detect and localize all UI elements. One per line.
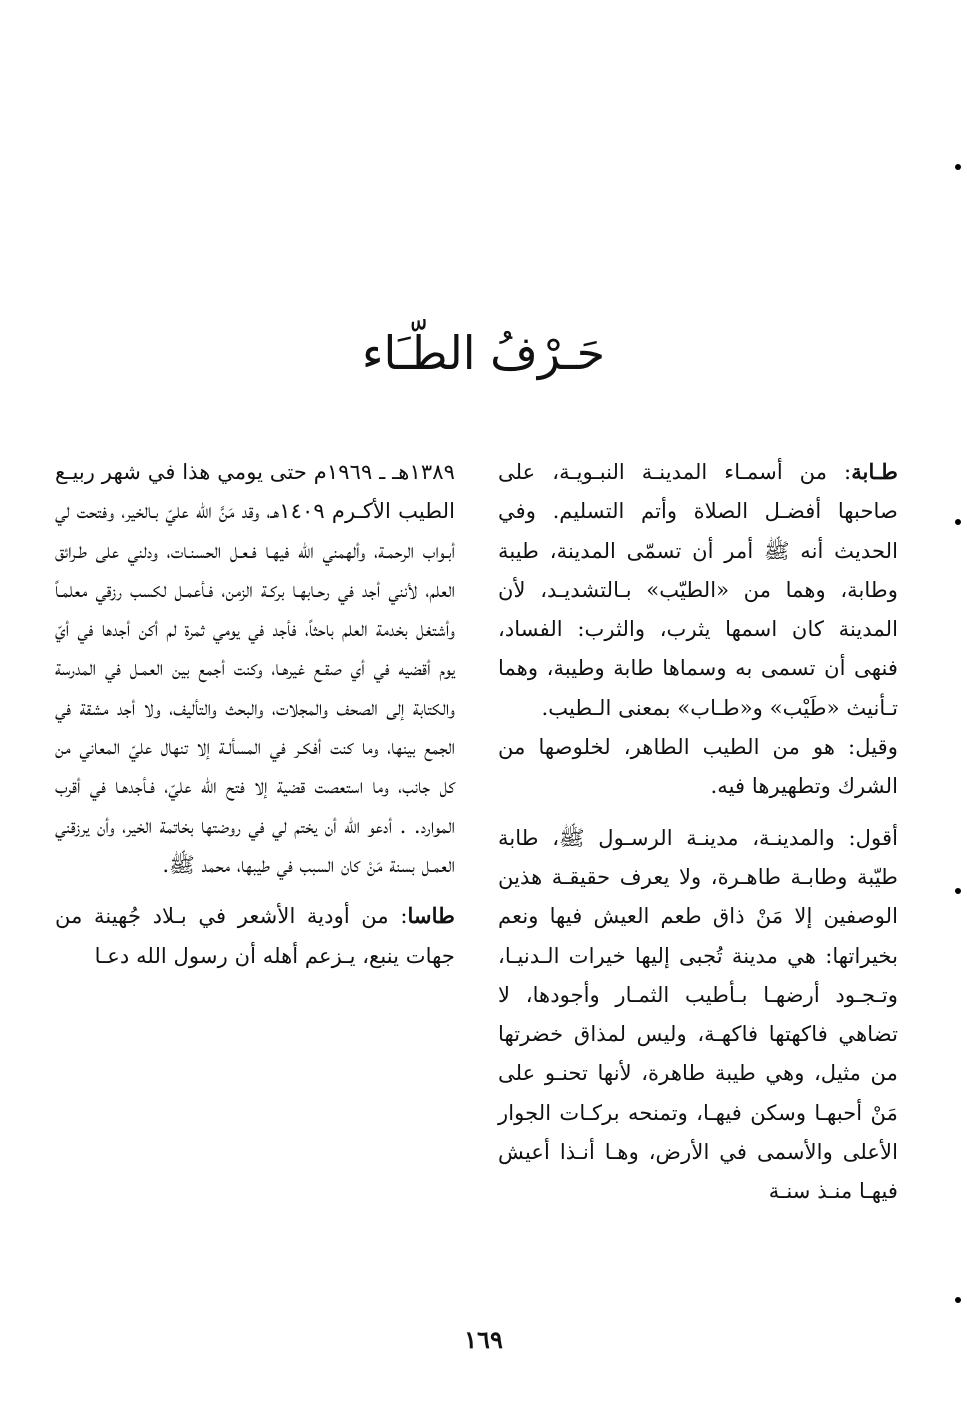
margin-dot (955, 164, 961, 170)
entry-note: وقيل: هو من الطيب الطاهر، لخلوصها من الشرك وتطهيرها فيه. (498, 734, 898, 799)
entry-term: طاسا (407, 903, 455, 929)
chapter-title: حَـرْفُ الطّـَاء (361, 326, 606, 380)
entry-body: : من أسمـاء المدينـة النبـويـة، على صاحبها أفضـل الصلاة وأتم التسليم. وفي الحديث أنه ﷺ أمر أن تسمّى المدينة، طيبة وطابة، وهما من «الطيّب» بـالتشديـد، لأن المدينة كان اسمها يثرب، والثرب: الفساد، فنهى أن تسمى به وسماها طابة وطيبة، وهما تـأنيث «طَيْب» و«طـاب» بمعنى الـطيب. (498, 459, 898, 720)
entry-taba (498, 452, 898, 727)
right-column (498, 452, 898, 1211)
page-number: ١٦٩ (464, 1325, 503, 1354)
margin-dot (955, 519, 961, 525)
margin-dot (955, 888, 961, 894)
entry-tasa (55, 896, 455, 975)
entry-term: طـابة (851, 459, 898, 484)
author-comment-continued: ١٣٨٩هـ ـ ١٩٦٩م حتى يومي هذا في شهر ربيـع الطيب الأكـرم ١٤٠٩هـ، وقد مَنَّ الله عليّ بـالخير، وفتحت لي أبـواب الرحمـة، وألهمني الله فيهـا فـعـل الحسنـات، ودلني على طـرائق العلم، لأنني أجد في رحـابهـا بركـة الزمن، فـأعمـل لكسب رزقي معلمـاً وأشتغل بخدمة العلم باحثاً، فأجد في يومي ثمرة لم أكن أجدها في أيّ يوم أقضيه في أي صقـع غيرهـا، وكنت أجمع بين العمـل في المدرسة والكتابة إلى الصحف والمجلات، والبحث والتأليف، ولا أجد مشقة في الجمع بينها، وما كنت أفكـر في المسألـة إلا تنهال عليّ المعاني من كل جانب، وما استعصت قضية إلا فتح الله عليّ، فـأجدهـا في أقرب الموارد. . أدعو الله أن يختم لي في روضتها بخاتمة الخير، وأن يرزقني العمـل بسنة مَنْ كان السبب في طيبها، محمد ﷺ. (55, 459, 456, 877)
left-column (55, 452, 455, 975)
author-comment: أقول: والمدينـة، مدينـة الرسـول ﷺ، طابة طيّبة وطابـة طاهـرة، ولا يعرف حقيقـة هذين الوصفين إلا مَنْ ذاق طعم العيش فيها ونعم بخيراتها: هي مدينة تُجبى إليها خيرات الـدنيـا، وتـجـود أرضهـا بـأطيب الثمـار وأجودها، لا تضاهي فاكهتها فاكهـة، وليس لمذاق خضرتها من مثيل، وهي طيبة طاهرة، لأنها تحنـو على مَنْ أحبهـا وسكن فيهـا، وتمنحه بركـات الجوار الأعلى والأسمى في الأرض، وهـا أنـذا أعيش فيهـا منـذ سنـة (498, 824, 898, 1204)
margin-dot (955, 1297, 961, 1303)
entry-body: : من أودية الأشعر في بـلاد جُهينة من جهات ينبع، يـزعم أهله أن رسول الله دعـا (55, 903, 455, 968)
